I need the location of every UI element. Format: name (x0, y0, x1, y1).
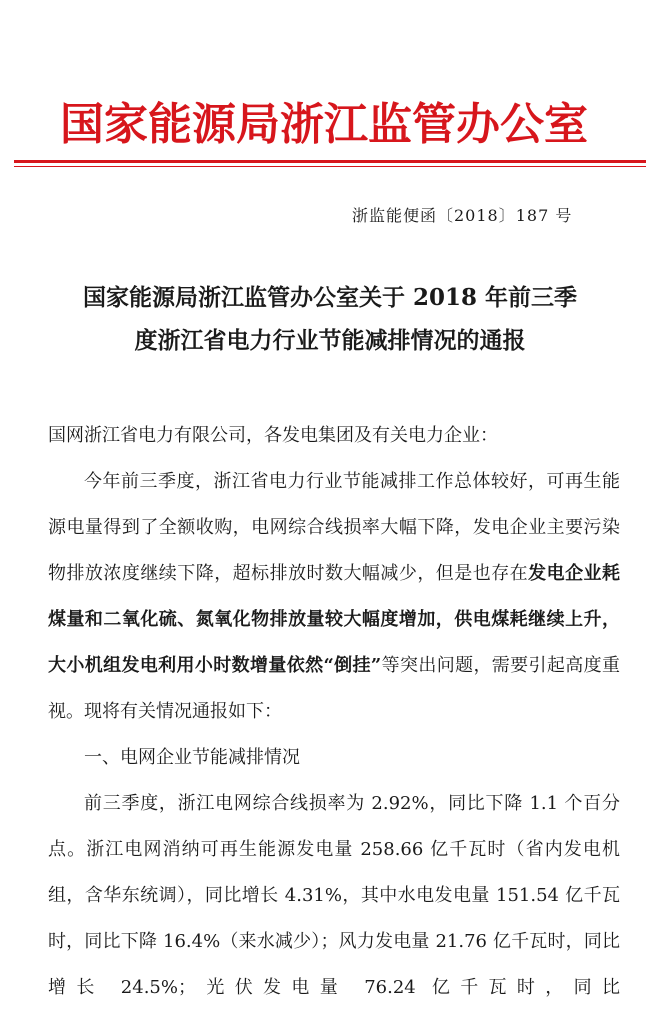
section-1-heading: 一、电网企业节能减排情况 (84, 747, 300, 768)
paragraph-1-bold-text: 发电企业耗煤量和二氧化硫、氮氧化物排放量较大幅度增加，供电煤耗继续上升，大小机组发电利用小时数增量依然“倒挂” (48, 563, 621, 676)
letterhead-rule-thick (14, 160, 646, 163)
paragraph-2: 前三季度，浙江电网综合线损率为 2.92%，同比下降 1.1 个百分点。浙江电网消纳可再生能源发电量 258.66 亿千瓦时（省内发电机组，含华东统调），同比增长 4.31%，其中水电发电量 151.54 亿千瓦时，同比下降 16.4%（来水减少）；风力发电量 21.76 亿千瓦时，同比增长 24.5%；光伏发电量 76.24 亿千瓦时，同比 (48, 793, 620, 998)
title-line-1: 国家能源局浙江监管办公室关于 2018 年前三季 (82, 284, 578, 311)
document-number: 浙监能便函〔2018〕187 号 (352, 206, 573, 225)
document-body (48, 413, 620, 1011)
paragraph-1-text-c: 等突出问题，需要引起高度重视。现将有关情况通报如下： (48, 655, 620, 722)
document-title (20, 276, 640, 362)
letterhead-rule-thin (14, 166, 646, 167)
paragraph-1 (48, 459, 620, 735)
salutation: 国网浙江省电力有限公司，各发电集团及有关电力企业： (48, 425, 498, 446)
paragraph-1-text-a: 今年前三季度，浙江省电力行业节能减排工作总体较好，可再生能源电量得到了全额收购，电网综合线损率大幅下降，发电企业主要污染物排放浓度继续下降，超标排放时数大幅减少，但是也存在 (48, 471, 620, 584)
letterhead: 国家能源局浙江监管办公室 (60, 99, 588, 150)
title-line-2: 度浙江省电力行业节能减排情况的通报 (134, 327, 526, 354)
